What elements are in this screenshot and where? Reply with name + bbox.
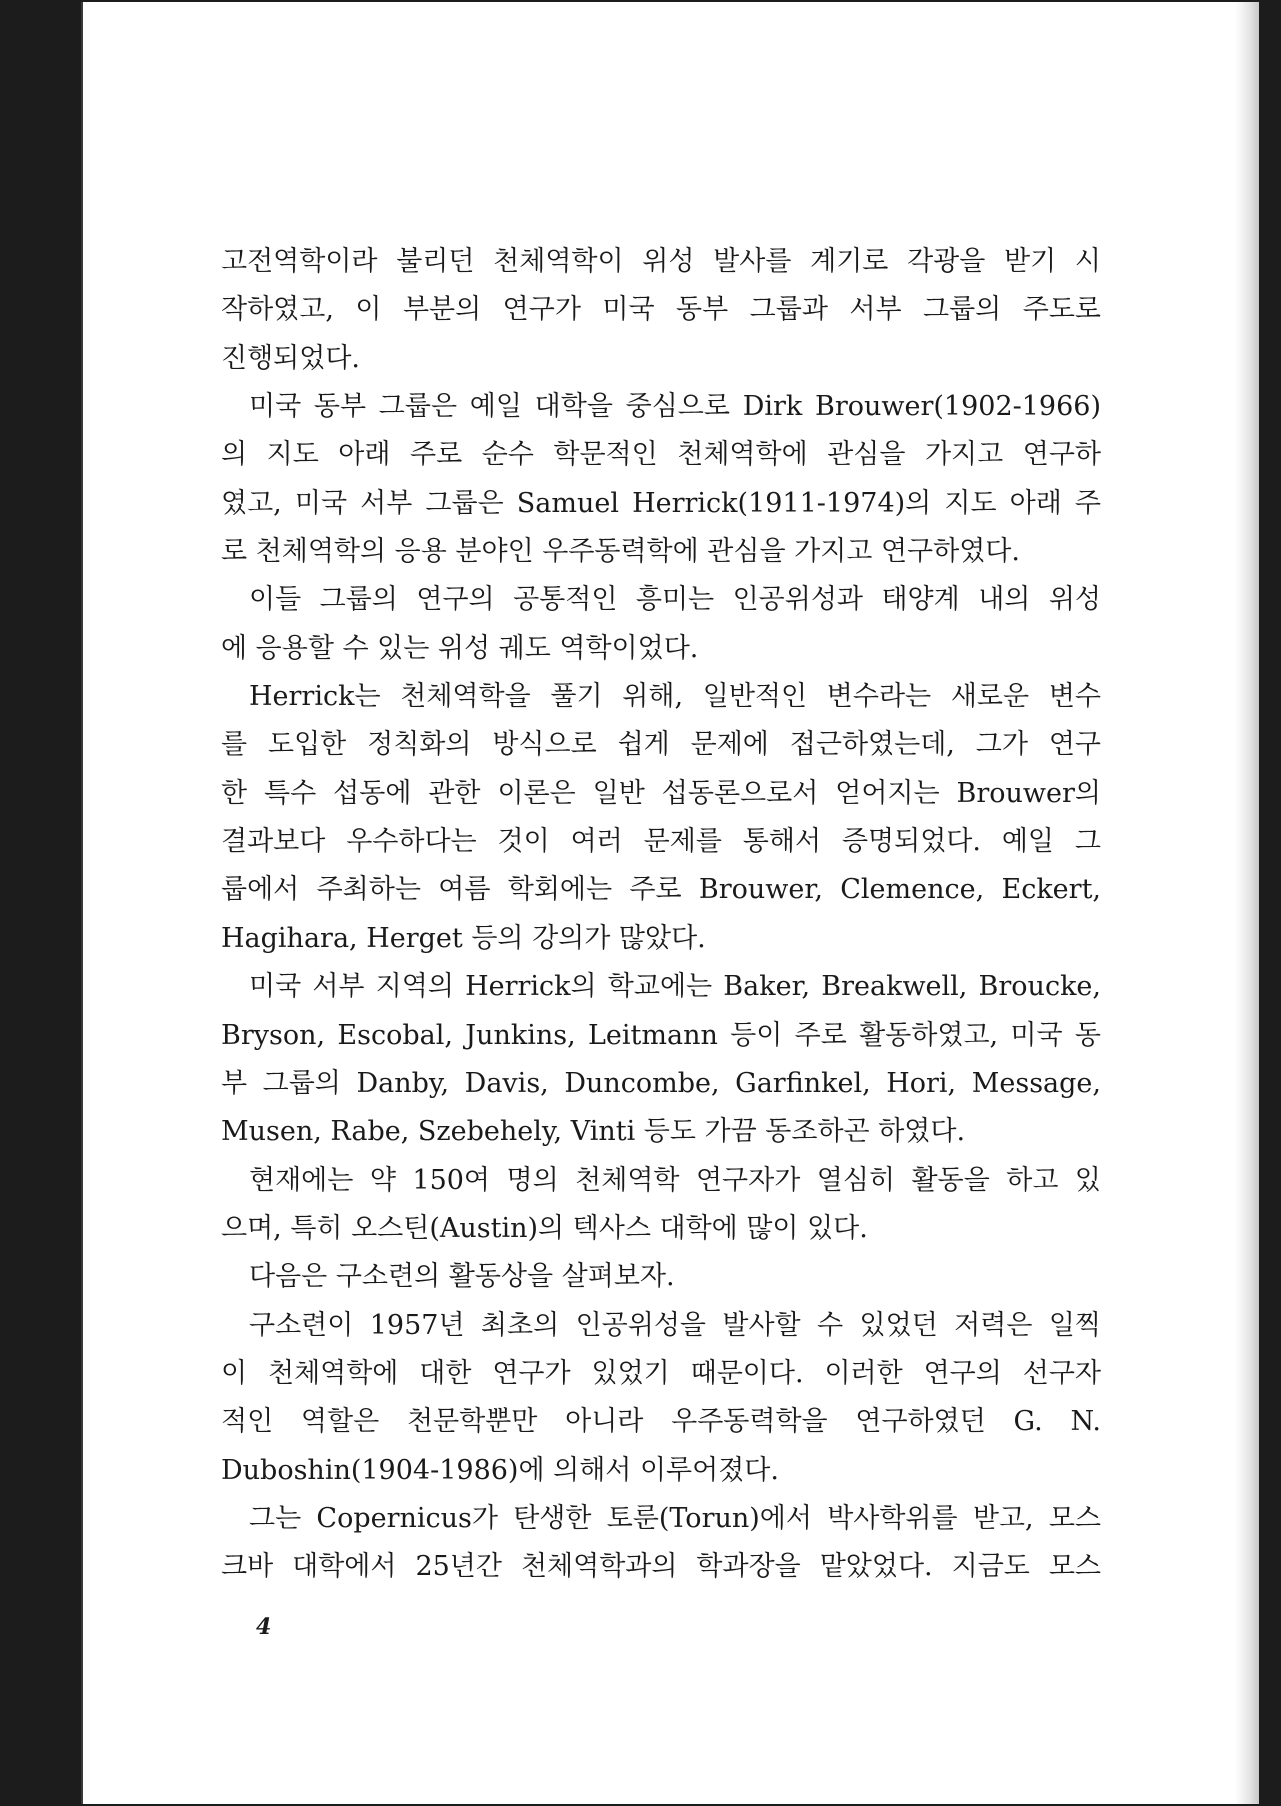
- text-line: 의 지도 아래 주로 순수 학문적인 천체역학에 관심을 가지고 연구하: [221, 439, 1101, 471]
- text-line: 그는 Copernicus가 탄생한 토룬(Torun)에서 박사학위를 받고, 모스: [249, 1502, 1101, 1534]
- text-line: 미국 동부 그룹은 예일 대학을 중심으로 Dirk Brouwer(1902-1966): [249, 391, 1101, 423]
- text-line: 였고, 미국 서부 그룹은 Samuel Herrick(1911-1974)의 지도 아래 주: [221, 487, 1101, 519]
- page-number: 4: [256, 1614, 272, 1640]
- text-line: 에 응용할 수 있는 위성 궤도 역학이었다.: [221, 632, 699, 664]
- text-line: 미국 서부 지역의 Herrick의 학교에는 Baker, Breakwell, Broucke,: [249, 971, 1101, 1003]
- text-line: Hagihara, Herget 등의 강의가 많았다.: [221, 922, 706, 954]
- text-line: 적인 역할은 천문학뿐만 아니라 우주동력학을 연구하였던 G. N.: [221, 1406, 1101, 1438]
- text-line: 이 천체역학에 대한 연구가 있었기 때문이다. 이러한 연구의 선구자: [221, 1357, 1101, 1389]
- text-line: 진행되었다.: [221, 342, 360, 374]
- text-line: Musen, Rabe, Szebehely, Vinti 등도 가끔 동조하곤 하였다.: [221, 1116, 966, 1148]
- text-line: Herrick는 천체역학을 풀기 위해, 일반적인 변수라는 새로운 변수: [249, 681, 1101, 713]
- text-line: 고전역학이라 불리던 천체역학이 위성 발사를 계기로 각광을 받기 시: [221, 246, 1101, 277]
- text-line: 구소련이 1957년 최초의 인공위성을 발사할 수 있었던 저력은 일찍: [249, 1309, 1101, 1341]
- text-line: Duboshin(1904-1986)에 의해서 이루어졌다.: [221, 1454, 779, 1486]
- text-line: 으며, 특히 오스틴(Austin)의 텍사스 대학에 많이 있다.: [221, 1212, 868, 1244]
- body-text: [221, 238, 1101, 1592]
- text-line: 룹에서 주최하는 여름 학회에는 주로 Brouwer, Clemence, Eckert,: [221, 874, 1101, 906]
- text-line: 부 그룹의 Danby, Davis, Duncombe, Garfinkel, Hori, Message,: [221, 1067, 1101, 1099]
- text-line: 로 천체역학의 응용 분야인 우주동력학에 관심을 가지고 연구하였다.: [221, 536, 1020, 568]
- text-line: 이들 그룹의 연구의 공통적인 흥미는 인공위성과 태양계 내의 위성: [249, 584, 1101, 616]
- book-page: [81, 2, 1259, 1804]
- text-line: 결과보다 우수하다는 것이 여러 문제를 통해서 증명되었다. 예일 그: [221, 826, 1101, 858]
- text-line: 크바 대학에서 25년간 천체역학과의 학과장을 맡았었다. 지금도 모스: [221, 1551, 1101, 1583]
- text-line: 작하였고, 이 부분의 연구가 미국 동부 그룹과 서부 그룹의 주도로: [221, 294, 1101, 326]
- text-line: Bryson, Escobal, Junkins, Leitmann 등이 주로 활동하였고, 미국 동: [221, 1019, 1101, 1051]
- text-line: 다음은 구소련의 활동상을 살펴보자.: [249, 1261, 675, 1293]
- page-edge-shadow: [1235, 2, 1259, 1804]
- text-line: 한 특수 섭동에 관한 이론은 일반 섭동론으로서 얻어지는 Brouwer의: [221, 777, 1101, 809]
- text-line: 현재에는 약 150여 명의 천체역학 연구자가 열심히 활동을 하고 있: [249, 1164, 1101, 1196]
- text-line: 를 도입한 정칙화의 방식으로 쉽게 문제에 접근하였는데, 그가 연구: [221, 729, 1101, 761]
